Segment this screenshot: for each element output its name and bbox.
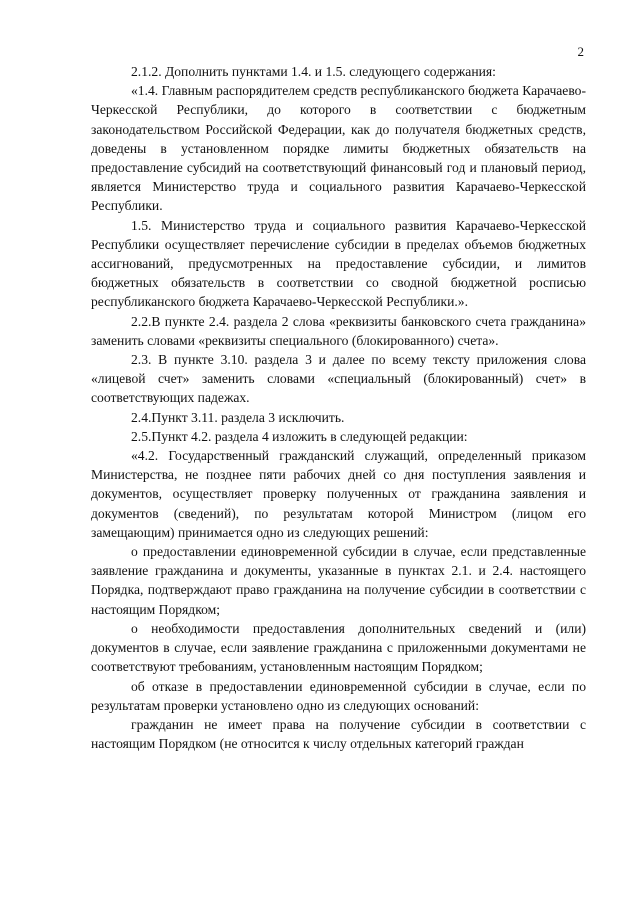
- paragraph-1-5: 1.5. Министерство труда и социального развития Карачаево-Черкесской Республики осуществляет перечисление субсидии в пределах объемов бюджетных ассигнований, предусмотренных на предоставление субсидии, и лимитов бюджетных обязательств в соответствии со сводной бюджетной росписью республиканского бюджета Карачаево-Черкесской Республики.».: [91, 217, 586, 310]
- paragraph-2-3: 2.3. В пункте 3.10. раздела 3 и далее по всему тексту приложения слова «лицевой счет» заменить словами «специальный (блокированный) счет» в соответствующих падежах.: [91, 352, 586, 406]
- document-body: [91, 62, 586, 753]
- paragraph-decision-grant: о предоставлении единовременной субсидии в случае, если представленные заявление гражданина и документы, указанные в пунктах 2.1. и 2.4. настоящего Порядка, подтверждают право гражданина на получение субсидии в соответствии с настоящим Порядком;: [91, 544, 586, 617]
- paragraph-2-2: 2.2.В пункте 2.4. раздела 2 слова «реквизиты банковского счета гражданина» заменить словами «реквизиты специального (блокированного) счета».: [91, 313, 586, 348]
- page-number: 2: [577, 44, 584, 59]
- paragraph-4-2: «4.2. Государственный гражданский служащий, определенный приказом Министерства, не позднее пяти рабочих дней со дня поступления заявления и документов, осуществляет проверку полученных от гражданина заявления и документов (сведений), по результатам которой Министром (лицом его замещающим) принимается одно из следующих решений:: [91, 448, 586, 540]
- paragraph-1-4: «1.4. Главным распорядителем средств республиканского бюджета Карачаево-Черкесской Республики, до которого в соответствии с бюджетным законодательством Российской Федерации, как до получателя бюджетных средств, доведены в установленном порядке лимиты бюджетных обязательств на предоставление субсидий на соответствующий финансовый год и плановый период, является Министерство труда и социального развития Карачаево-Черкесской Республики.: [91, 83, 586, 214]
- paragraph-2-4: 2.4.Пункт 3.11. раздела 3 исключить.: [131, 409, 345, 425]
- paragraph-2-1-2: 2.1.2. Дополнить пунктами 1.4. и 1.5. следующего содержания:: [131, 64, 496, 79]
- paragraph-decision-refusal: об отказе в предоставлении единовременной субсидии в случае, если по результатам проверки установлено одно из следующих оснований:: [91, 678, 586, 713]
- paragraph-2-5: 2.5.Пункт 4.2. раздела 4 изложить в следующей редакции:: [131, 428, 468, 444]
- paragraph-refusal-reason-1: гражданин не имеет права на получение субсидии в соответствии с настоящим Порядком (не относится к числу отдельных категорий граждан: [91, 716, 586, 752]
- paragraph-decision-additional-info: о необходимости предоставления дополнительных сведений и (или) документов в случае, если заявление гражданина с приложенными документами не соответствуют требованиям, установленным настоящим Порядком;: [91, 620, 586, 675]
